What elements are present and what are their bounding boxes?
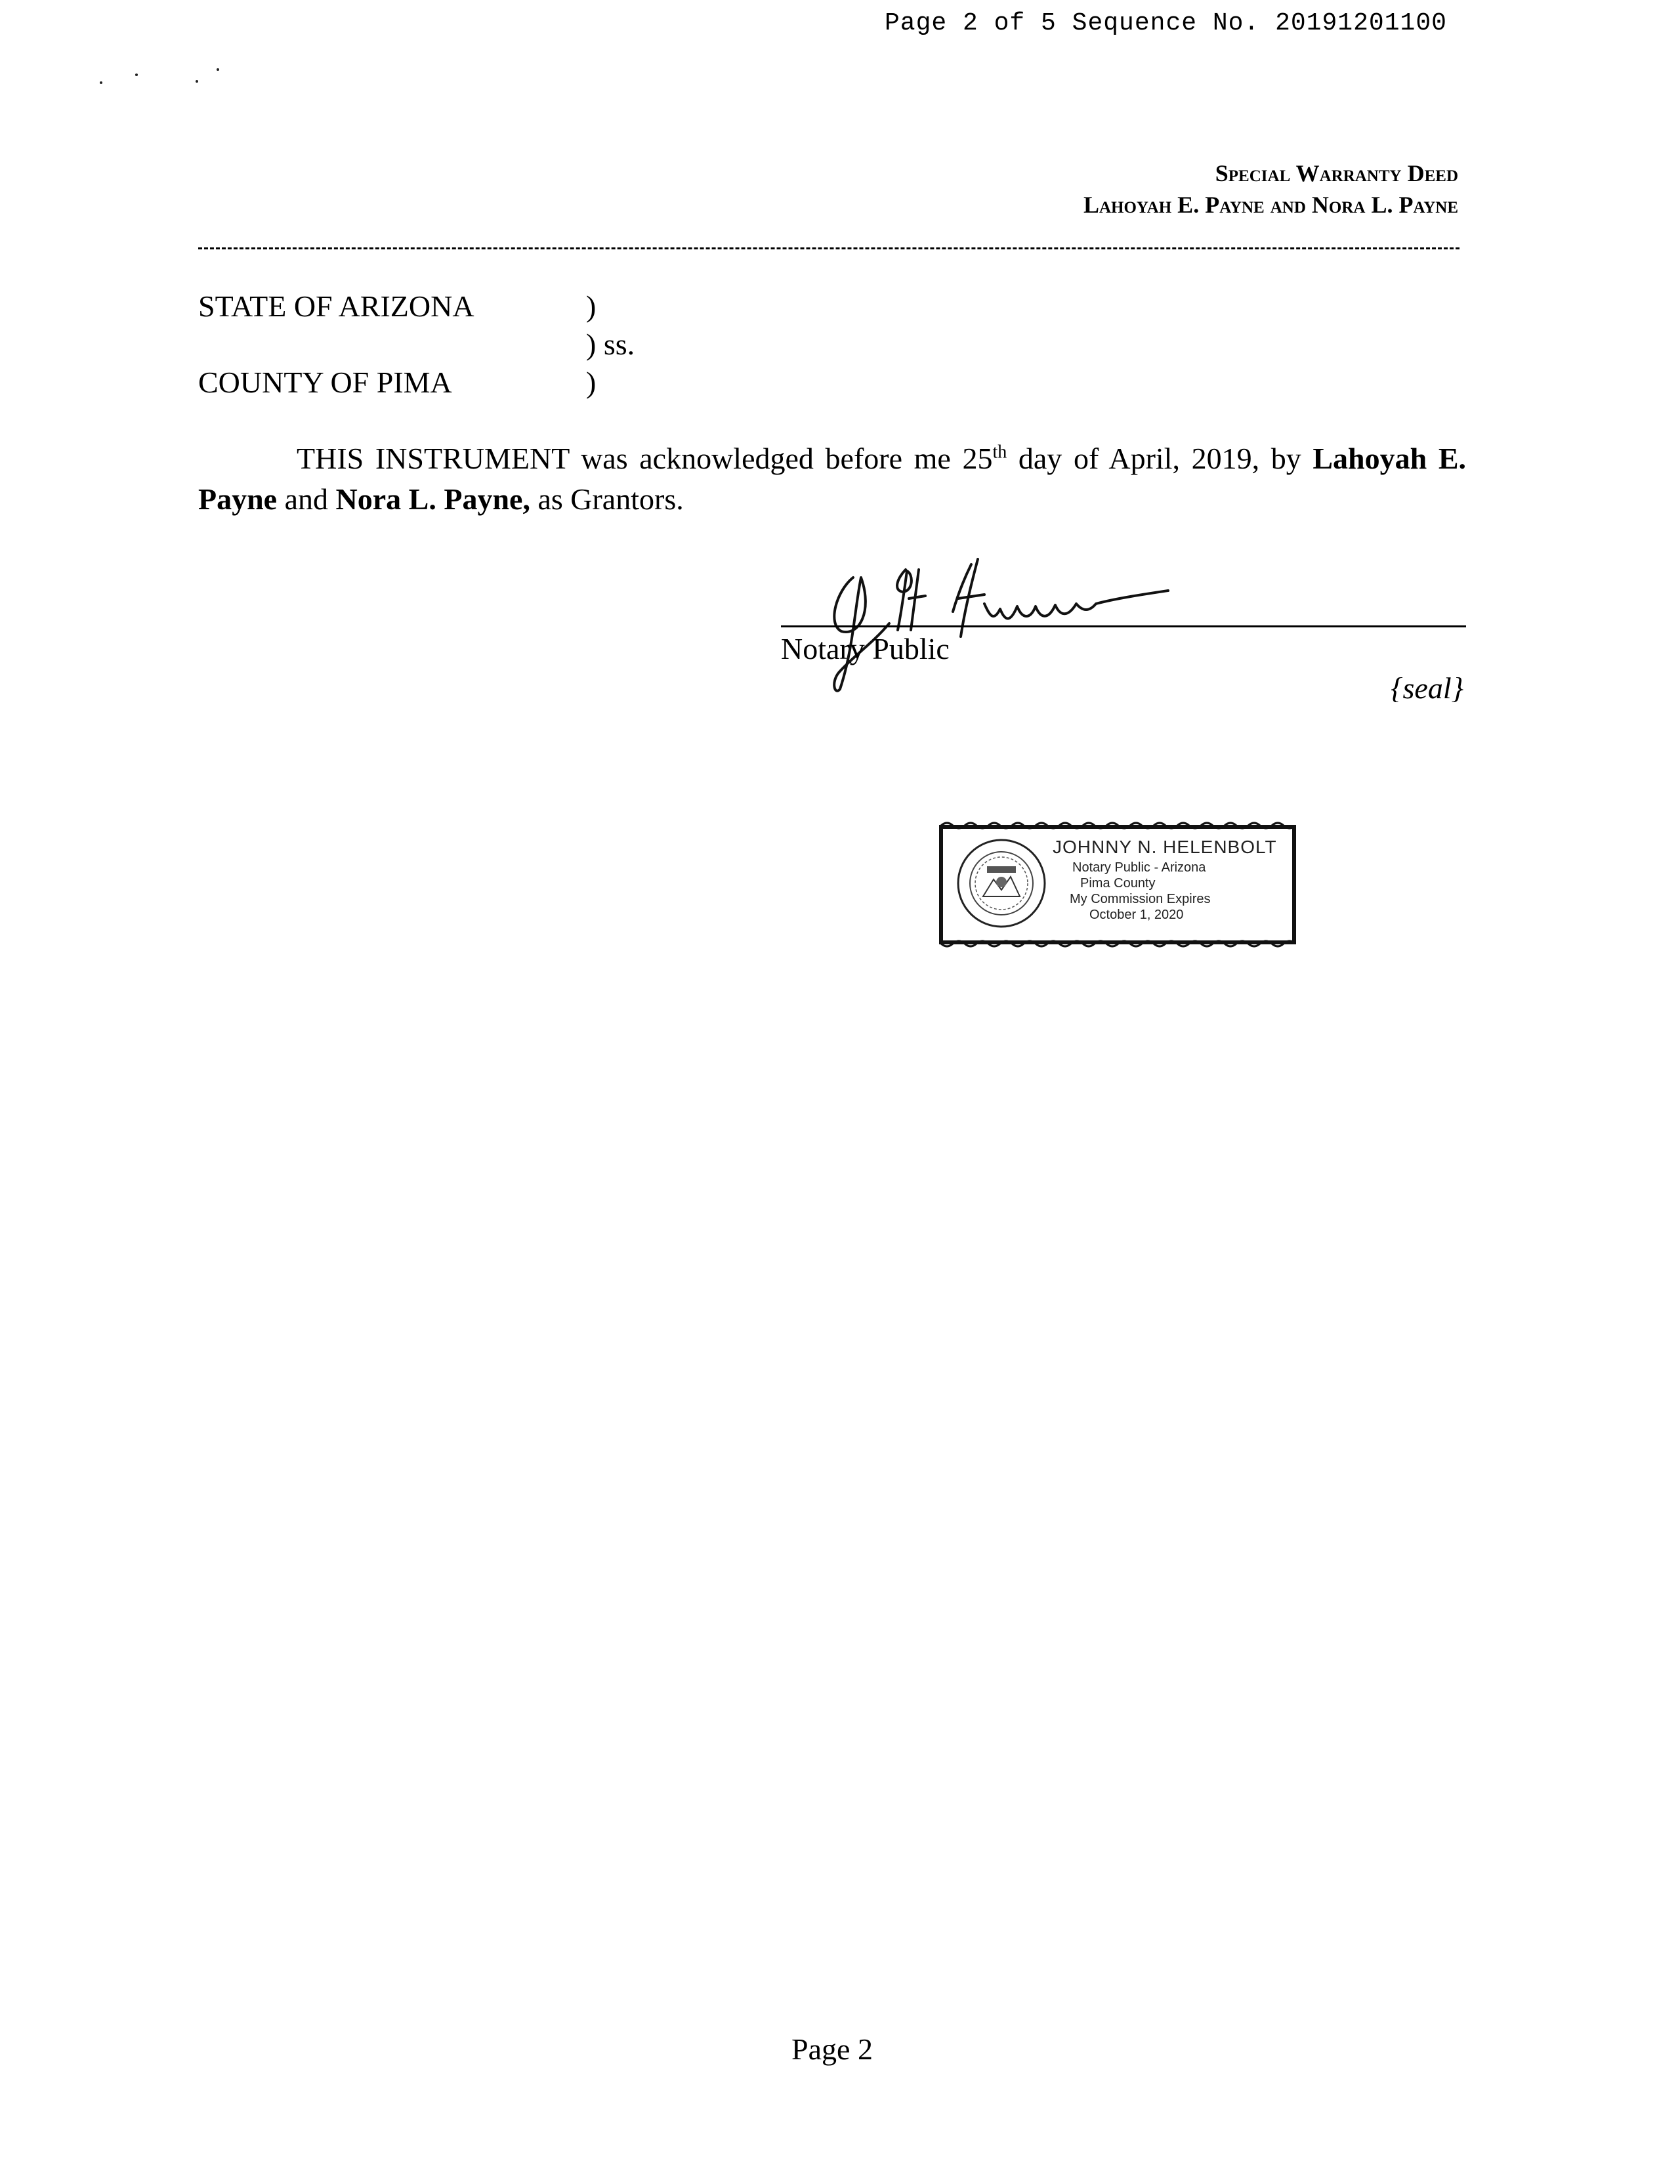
stamp-expires: October 1, 2020 xyxy=(1089,908,1184,922)
grantor-2: Nora L. Payne, xyxy=(335,482,530,516)
venue-ss: ) ss. xyxy=(586,327,635,361)
deed-parties: Lahoyah E. Payne and Nora L. Payne xyxy=(1083,192,1458,218)
header-divider xyxy=(198,247,1460,249)
seal-placeholder: {seal} xyxy=(1391,671,1463,705)
notary-public-label: Notary Public xyxy=(781,632,950,665)
acknowledgment-paragraph: THIS INSTRUMENT was acknowledged before me 25th day of April, 2019, by Lahoyah E. Payne and Nora L. Payne, as Grantors. xyxy=(198,442,1467,516)
venue-paren-1: ) xyxy=(586,289,597,323)
deed-header xyxy=(1083,158,1458,220)
stamp-commission: My Commission Expires xyxy=(1070,892,1211,906)
venue-state: STATE OF ARIZONA xyxy=(198,289,474,323)
notary-signature xyxy=(774,538,1247,702)
day-suffix: th xyxy=(992,442,1007,463)
arizona-seal-icon xyxy=(958,840,1045,927)
notary-stamp xyxy=(934,819,1302,950)
stamp-title: Notary Public - Arizona xyxy=(1072,860,1206,875)
stamp-county: Pima County xyxy=(1080,876,1156,891)
signature-line xyxy=(781,625,1466,627)
grantor-1: Lahoyah E. Payne xyxy=(198,442,1467,516)
recording-header: Page 2 of 5 Sequence No. 20191201100 xyxy=(885,9,1447,37)
deed-title: Special Warranty Deed xyxy=(1215,160,1458,186)
venue-county: COUNTY OF PIMA xyxy=(198,366,452,399)
page-number: Page 2 xyxy=(791,2032,873,2066)
venue-paren-3: ) xyxy=(586,366,597,399)
stamp-name: JOHNNY N. HELENBOLT xyxy=(1053,837,1277,857)
